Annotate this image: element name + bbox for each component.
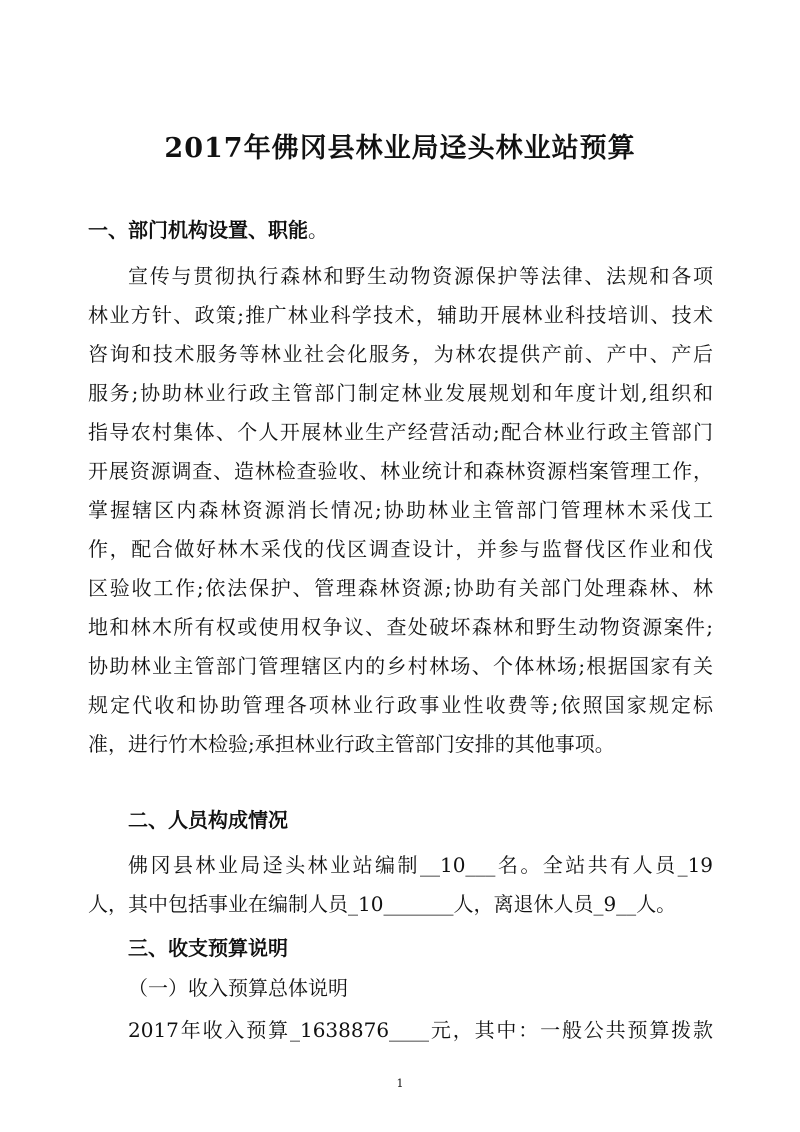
staffing-line-2	[88, 888, 676, 917]
body-line: 林业方针、政策;推广林业科学技术，辅助开展林业科技培训、技术	[88, 303, 713, 327]
body-line: 规定代收和协助管理各项林业行政事业性收费等;依照国家规定标	[88, 693, 713, 717]
staffing-text: 人，其中包括事业在编制人员	[88, 892, 348, 916]
staffing-total-value: _19	[677, 853, 714, 877]
page-number: 1	[396, 1077, 404, 1090]
section-1-heading-text: 一、部门机构设置、职能	[88, 218, 308, 242]
staffing-text: 名。全站共有人员	[495, 853, 678, 877]
staffing-quota-value: __10___	[419, 853, 496, 877]
income-budget-value: _1638876____	[289, 1018, 430, 1042]
body-line: 掌握辖区内森林资源消长情况;协助林业主管部门管理林木采伐工	[88, 498, 713, 522]
body-line: 地和林木所有权或使用权争议、查处破坏森林和野生动物资源案件;	[88, 615, 713, 639]
staffing-text: 佛冈县林业局迳头林业站编制	[128, 853, 420, 877]
document-title: 2017年佛冈县林业局迳头林业站预算	[164, 133, 636, 164]
staffing-retired-value: _9__	[593, 892, 637, 916]
body-line: 区验收工作;依法保护、管理森林资源;协助有关部门处理森林、林	[88, 576, 713, 600]
body-line: 准，进行竹木检验;承担林业行政主管部门安排的其他事项。	[88, 732, 615, 756]
body-line: 开展资源调查、造林检查验收、林业统计和森林资源档案管理工作，	[88, 459, 713, 483]
income-text: 2017年收入预算	[128, 1018, 290, 1042]
section-1-heading-tail: 。	[308, 218, 328, 242]
body-line: 咨询和技术服务等林业社会化服务，为林农提供产前、产中、产后	[88, 342, 713, 366]
income-text: 元，其中：一般公共预算拨款	[429, 1018, 714, 1042]
staffing-line-1	[128, 849, 713, 878]
staffing-incumbent-value: _10_______	[348, 892, 454, 916]
section-3-heading: 三、收支预算说明	[128, 936, 288, 960]
section-1-heading	[88, 214, 328, 243]
body-line: 作，配合做好林木采伐的伐区调查设计，并参与监督伐区作业和伐	[88, 537, 713, 561]
section-2-heading: 二、人员构成情况	[128, 808, 288, 832]
staffing-text: 人，离退休人员	[453, 892, 594, 916]
body-line: 服务;协助林业行政主管部门制定林业发展规划和年度计划,组织和	[88, 381, 713, 405]
body-line: 协助林业主管部门管理辖区内的乡村林场、个体林场;根据国家有关	[88, 654, 713, 678]
body-line: 指导农村集体、个人开展林业生产经营活动;配合林业行政主管部门	[88, 420, 713, 444]
income-line	[128, 1014, 713, 1043]
staffing-text: 人。	[636, 892, 677, 916]
subsection-heading: （一）收入预算总体说明	[128, 976, 348, 1000]
body-line: 宣传与贯彻执行森林和野生动物资源保护等法律、法规和各项	[128, 264, 713, 288]
